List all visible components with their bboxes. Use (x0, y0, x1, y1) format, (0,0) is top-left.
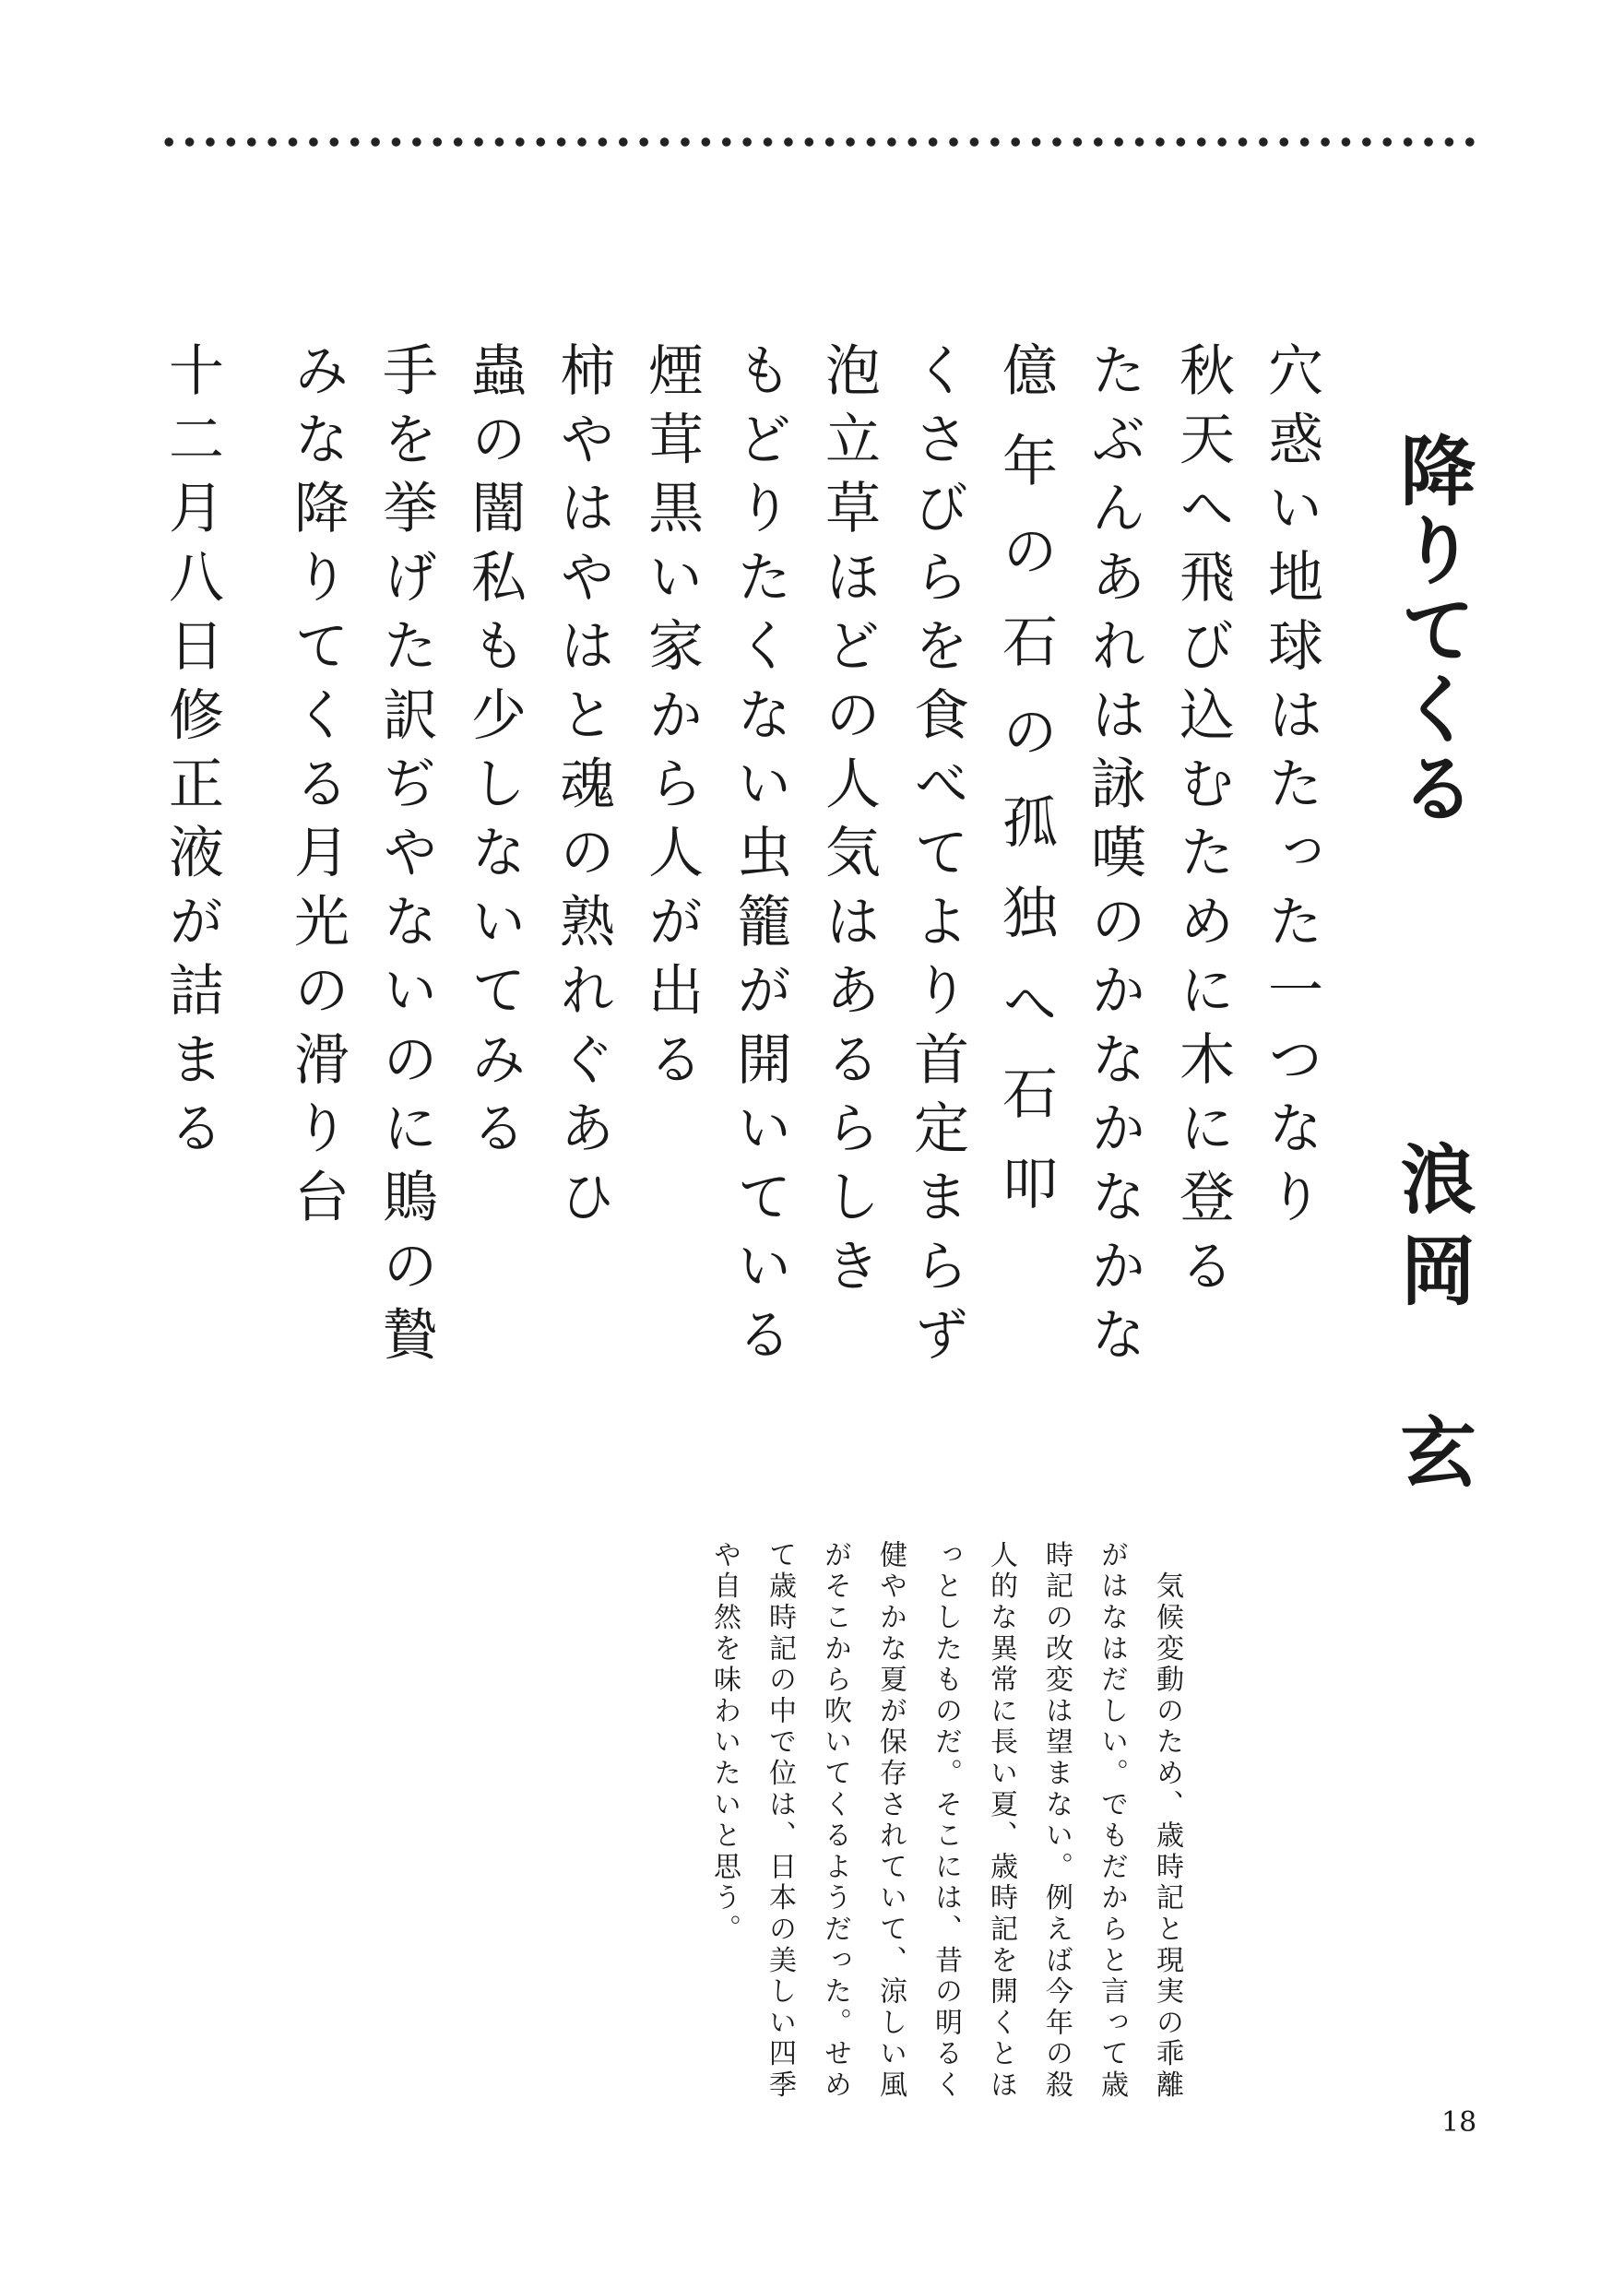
note-line-4: 人的な異常に長い夏、歳時記を開くとほ (985, 1540, 1017, 2102)
note-line-1: 気候変動のため、歳時記と現実の乖離 (1151, 1540, 1183, 2102)
note-line-9: や自然を味わいたいと思う。 (708, 1540, 741, 1946)
note-line-6: 健やかな夏が保存されていて、涼しい風 (874, 1540, 907, 2102)
poem-title: 降りてくる (1388, 432, 1476, 828)
page-number: 18 (1441, 2106, 1477, 2139)
haiku-line-5: くさびらを食べてより首定まらず (905, 341, 969, 1375)
haiku-line-10: 蟲の闇私も少しないてみる (462, 341, 527, 1168)
note-line-2: がはなはだしい。でもだからと言って歳 (1096, 1540, 1128, 2102)
note-line-7: がそこから吹いてくるようだった。せめ (819, 1540, 851, 2102)
haiku-line-7: もどりたくない虫籠が開いている (728, 341, 792, 1375)
haiku-line-2: 秋天へ飛び込むために木に登る (1170, 341, 1235, 1306)
haiku-line-4: 億年の石の孤独へ石叩 (993, 341, 1058, 1245)
haiku-line-3: たぶんあれは詠嘆のかなかなかな (1082, 341, 1146, 1375)
dotted-rule (159, 136, 1483, 148)
note-line-8: て歳時記の中で位は、日本の美しい四季 (764, 1540, 796, 2102)
note-line-5: っとしたものだ。そこには、昔の明るく (930, 1540, 962, 2102)
haiku-line-8: 煙茸黒い家から人が出る (639, 341, 704, 1099)
haiku-line-12: みな降りてくる月光の滑り台 (285, 341, 350, 1238)
haiku-line-6: 泡立草ほどの人気はあるらしき (816, 341, 881, 1306)
note-line-3: 時記の改変は望まない。例えば今年の殺 (1040, 1540, 1073, 2102)
haiku-line-9: 柿やはやはと魂の熟れぐあひ (551, 341, 615, 1238)
haiku-line-13: 十二月八日修正液が詰まる (160, 341, 224, 1168)
haiku-line-1: 穴惑い地球はたった一つなり (1259, 341, 1323, 1238)
author-name: 浪岡 玄 (1388, 1140, 1476, 1488)
haiku-line-11: 手を挙げた訳ぢやないのに鵙の贄 (373, 341, 438, 1375)
